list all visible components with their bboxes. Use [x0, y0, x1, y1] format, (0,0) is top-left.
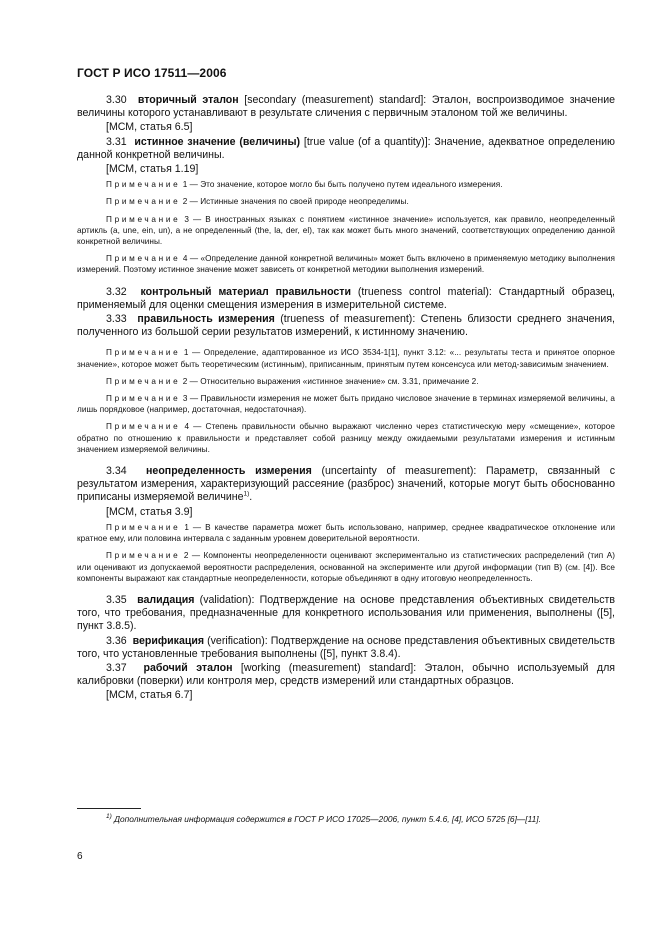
note-3-34-1: Примечание 1 — В качестве параметра может быть использовано, например, среднее квадратическое отклонение или кратное ему, или половина интервала с заданным уровнем доверительной вероятности.	[77, 522, 615, 544]
page-body	[77, 94, 615, 704]
note-3-31-1: Примечание 1 — Это значение, которое могло бы быть получено путем идеального измерения.	[106, 180, 503, 190]
term-definition: [secondary (measurement) standard]: Эталон, воспроизводимое значение величины которого устанавливают в результате сличения с первичным эталоном той же величины.	[77, 94, 616, 120]
term-3-35	[77, 594, 615, 634]
note-3-33-2: Примечание 2 — Относительно выражения «истинное значение» см. 3.31, примечание 2.	[106, 376, 479, 386]
footnote-mark: 1)	[106, 813, 112, 821]
term-definition: (uncertainty of measurement): Параметр, связанный с результатом измерения, характеризующий рассеяние (разброс) значений, которые могут быть обоснованно приписаны измеряемой величине	[77, 465, 616, 504]
footnote-text: Дополнительная информация содержится в ГОСТ Р ИСО 17025—2006, пункт 5.4.6, [4], ИСО 5725 [6]—[11].	[111, 814, 541, 824]
term-definition: (verification): Подтверждение на основе представления объективных свидетельств того, что установленные требования выполнены ([5], пункт 3.8.4).	[77, 634, 615, 660]
term-3-33	[77, 313, 615, 339]
page-number: 6	[77, 851, 83, 862]
term-definition: (trueness control material): Стандартный образец, применяемый для оценки смещения измерения в измерительной системе.	[77, 285, 615, 311]
footnote-marker: 1)	[243, 490, 250, 498]
term-reference: [МСМ, статья 6.7]	[106, 689, 193, 702]
document-header: ГОСТ Р ИСО 17511—2006	[77, 66, 227, 80]
note-3-33-3: Примечание 3 — Правильности измерения не может быть придано числовое значение в терминах измеряемой величины, а лишь порядковое (например, достаточная, недостаточная).	[77, 394, 615, 415]
term-number: 3.34	[106, 465, 127, 478]
term-3-36	[77, 635, 615, 661]
footnote	[77, 814, 615, 825]
term-definition: [working (measurement) standard]: Эталон, обычно используемый для калибровки (поверки) или контроля мер, средств измерений или стандартных образцов.	[77, 661, 615, 688]
term-name: правильность измерения	[137, 313, 275, 326]
term-number: 3.32	[106, 285, 127, 298]
term-name: контрольный материал правильности	[140, 285, 351, 298]
term-reference: [МСМ, статья 3.9]	[106, 505, 193, 518]
term-3-34: 3.34 неопределенность измерения (uncertainty of measurement): Параметр, связанный с результатом измерения, характеризующий рассеяние (разброс) значений, которые могут быть обоснованно приписаны измеряемой величине$^{1)}$.	[77, 465, 616, 504]
term-name: истинное значение (величины)	[134, 135, 301, 148]
term-name: вторичный эталон	[137, 94, 239, 106]
term-3-31	[77, 136, 615, 162]
term-definition: [true value (of a quantity)]: Значение, адекватное определению данной конкретной величины.	[77, 135, 615, 161]
term-number: 3.36	[106, 634, 127, 647]
term-reference: [МСМ, статья 6.5]	[106, 121, 193, 134]
term-3-30	[77, 94, 615, 120]
note-3-33-1: Примечание 1 — Определение, адаптированное из ИСО 3534-1[1], пункт 3.12: «... результаты теста и принятое опорное значение», которое может быть теоретическим (истинным), приписанным, принятым путем консенсуса или метод-зависимым значением.	[77, 348, 615, 369]
note-3-33-4: Примечание 4 — Степень правильности обычно выражают численно через статистическую меру «смещение», которое обратно по отношению к правильности и представляет собой разницу между ожидаемыми результатами измерения и истинным значением измеряемой величины.	[77, 422, 615, 454]
term-name: неопределенность измерения	[146, 465, 312, 478]
note-3-34-2: Примечание 2 — Компоненты неопределенности оценивают экспериментально из статистических распределений (тип А) или оценивают из допускаемой вероятности распределения, основанной на эксперименте или другой информации (тип В) (см. [4]). Все компоненты выражают как стандартные неопределенности, которые объединяют в одну итоговую неопределенность.	[77, 551, 615, 583]
note-3-31-2: Примечание 2 — Истинные значения по своей природе неопределимы.	[106, 197, 409, 207]
term-name: валидация	[137, 593, 195, 606]
term-number: 3.30	[106, 94, 127, 106]
note-3-31-4: Примечание 4 — «Определение данной конкретной величины» может быть включено в применяемую методику выполнения измерений. Поэтому истинное значение может зависеть от конкретной методики выполнения измерений.	[77, 254, 615, 275]
note-3-31-3: Примечание 3 — В иностранных языках с понятием «истинное значение» используется, как правило, неопределенный артикль (a, une, ein, un), а не определенный (the, la, der, el), так как может быть много значений, соответствующих определению данной конкретной величины.	[77, 214, 615, 247]
term-name: верификация	[132, 634, 205, 647]
term-number: 3.33	[106, 313, 127, 326]
term-reference: [МСМ, статья 1.19]	[106, 163, 199, 176]
term-definition: (validation): Подтверждение на основе представления объективных свидетельств того, что требования, предназначенные для конкретного использования или применения, выполнены ([5], пункт 3.8.5).	[77, 593, 615, 633]
footnote-divider	[77, 808, 141, 809]
term-number: 3.31	[106, 135, 127, 148]
term-number: 3.35	[106, 593, 127, 606]
term-name: рабочий эталон	[143, 661, 233, 674]
term-definition: (trueness of measurement): Степень близости среднего значения, полученного из большой серии результатов измерений, к истинному значению.	[77, 313, 616, 339]
term-number: 3.37	[106, 661, 127, 674]
term-3-32	[77, 286, 615, 312]
term-3-37	[77, 662, 615, 688]
